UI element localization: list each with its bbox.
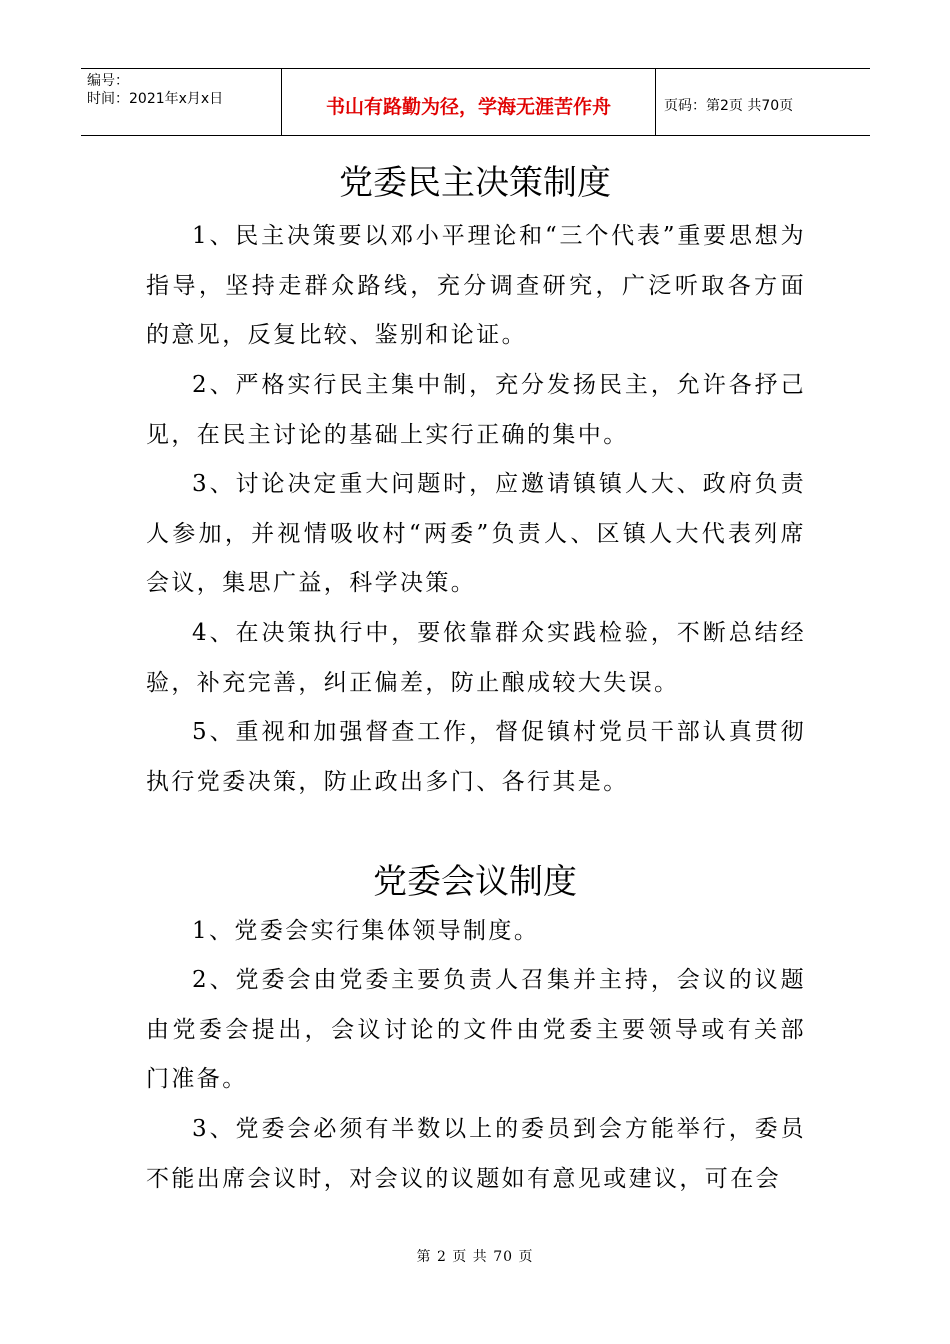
section-title: 党委会议制度 <box>373 862 577 902</box>
page-footer: 第 2 页 共 70 页 <box>416 1249 534 1265</box>
section-title: 党委民主决策制度 <box>339 163 611 203</box>
paragraph: 2、党委会由党委主要负责人召集并主持，会议的议题由党委会提出，会议讨论的文件由党委主要领导或有关部门准备。 <box>146 967 806 1092</box>
header-meta <box>81 69 282 135</box>
paragraph: 5、重视和加强督查工作，督促镇村党员干部认真贯彻执行党委决策，防止政出多门、各行其是。 <box>146 719 806 795</box>
paragraph: 1、党委会实行集体领导制度。 <box>192 918 540 944</box>
page-header <box>81 68 870 136</box>
header-motto: 书山有路勤为径，学海无涯苦作舟 <box>282 69 656 135</box>
document-time: 时间：2021年x月x日 <box>87 91 224 107</box>
document-number-label: 编号： <box>87 73 129 89</box>
paragraph: 2、严格实行民主集中制，充分发扬民主，允许各抒己见，在民主讨论的基础上实行正确的集中。 <box>146 372 806 448</box>
paragraph: 3、讨论决定重大问题时，应邀请镇镇人大、政府负责人参加，并视情吸收村“两委”负责人、区镇人大代表列席会议，集思广益，科学决策。 <box>146 471 806 596</box>
paragraph: 3、党委会必须有半数以上的委员到会方能举行，委员不能出席会议时，对会议的议题如有意见或建议，可在会 <box>146 1116 806 1192</box>
paragraph: 4、在决策执行中，要依靠群众实践检验，不断总结经验，补充完善，纠正偏差，防止酿成较大失误。 <box>146 620 806 696</box>
header-page-info: 页码：第2页 共70页 <box>664 98 794 114</box>
paragraph: 1、民主决策要以邓小平理论和“三个代表”重要思想为指导，坚持走群众路线，充分调查研究，广泛听取各方面的意见，反复比较、鉴别和论证。 <box>146 223 806 348</box>
